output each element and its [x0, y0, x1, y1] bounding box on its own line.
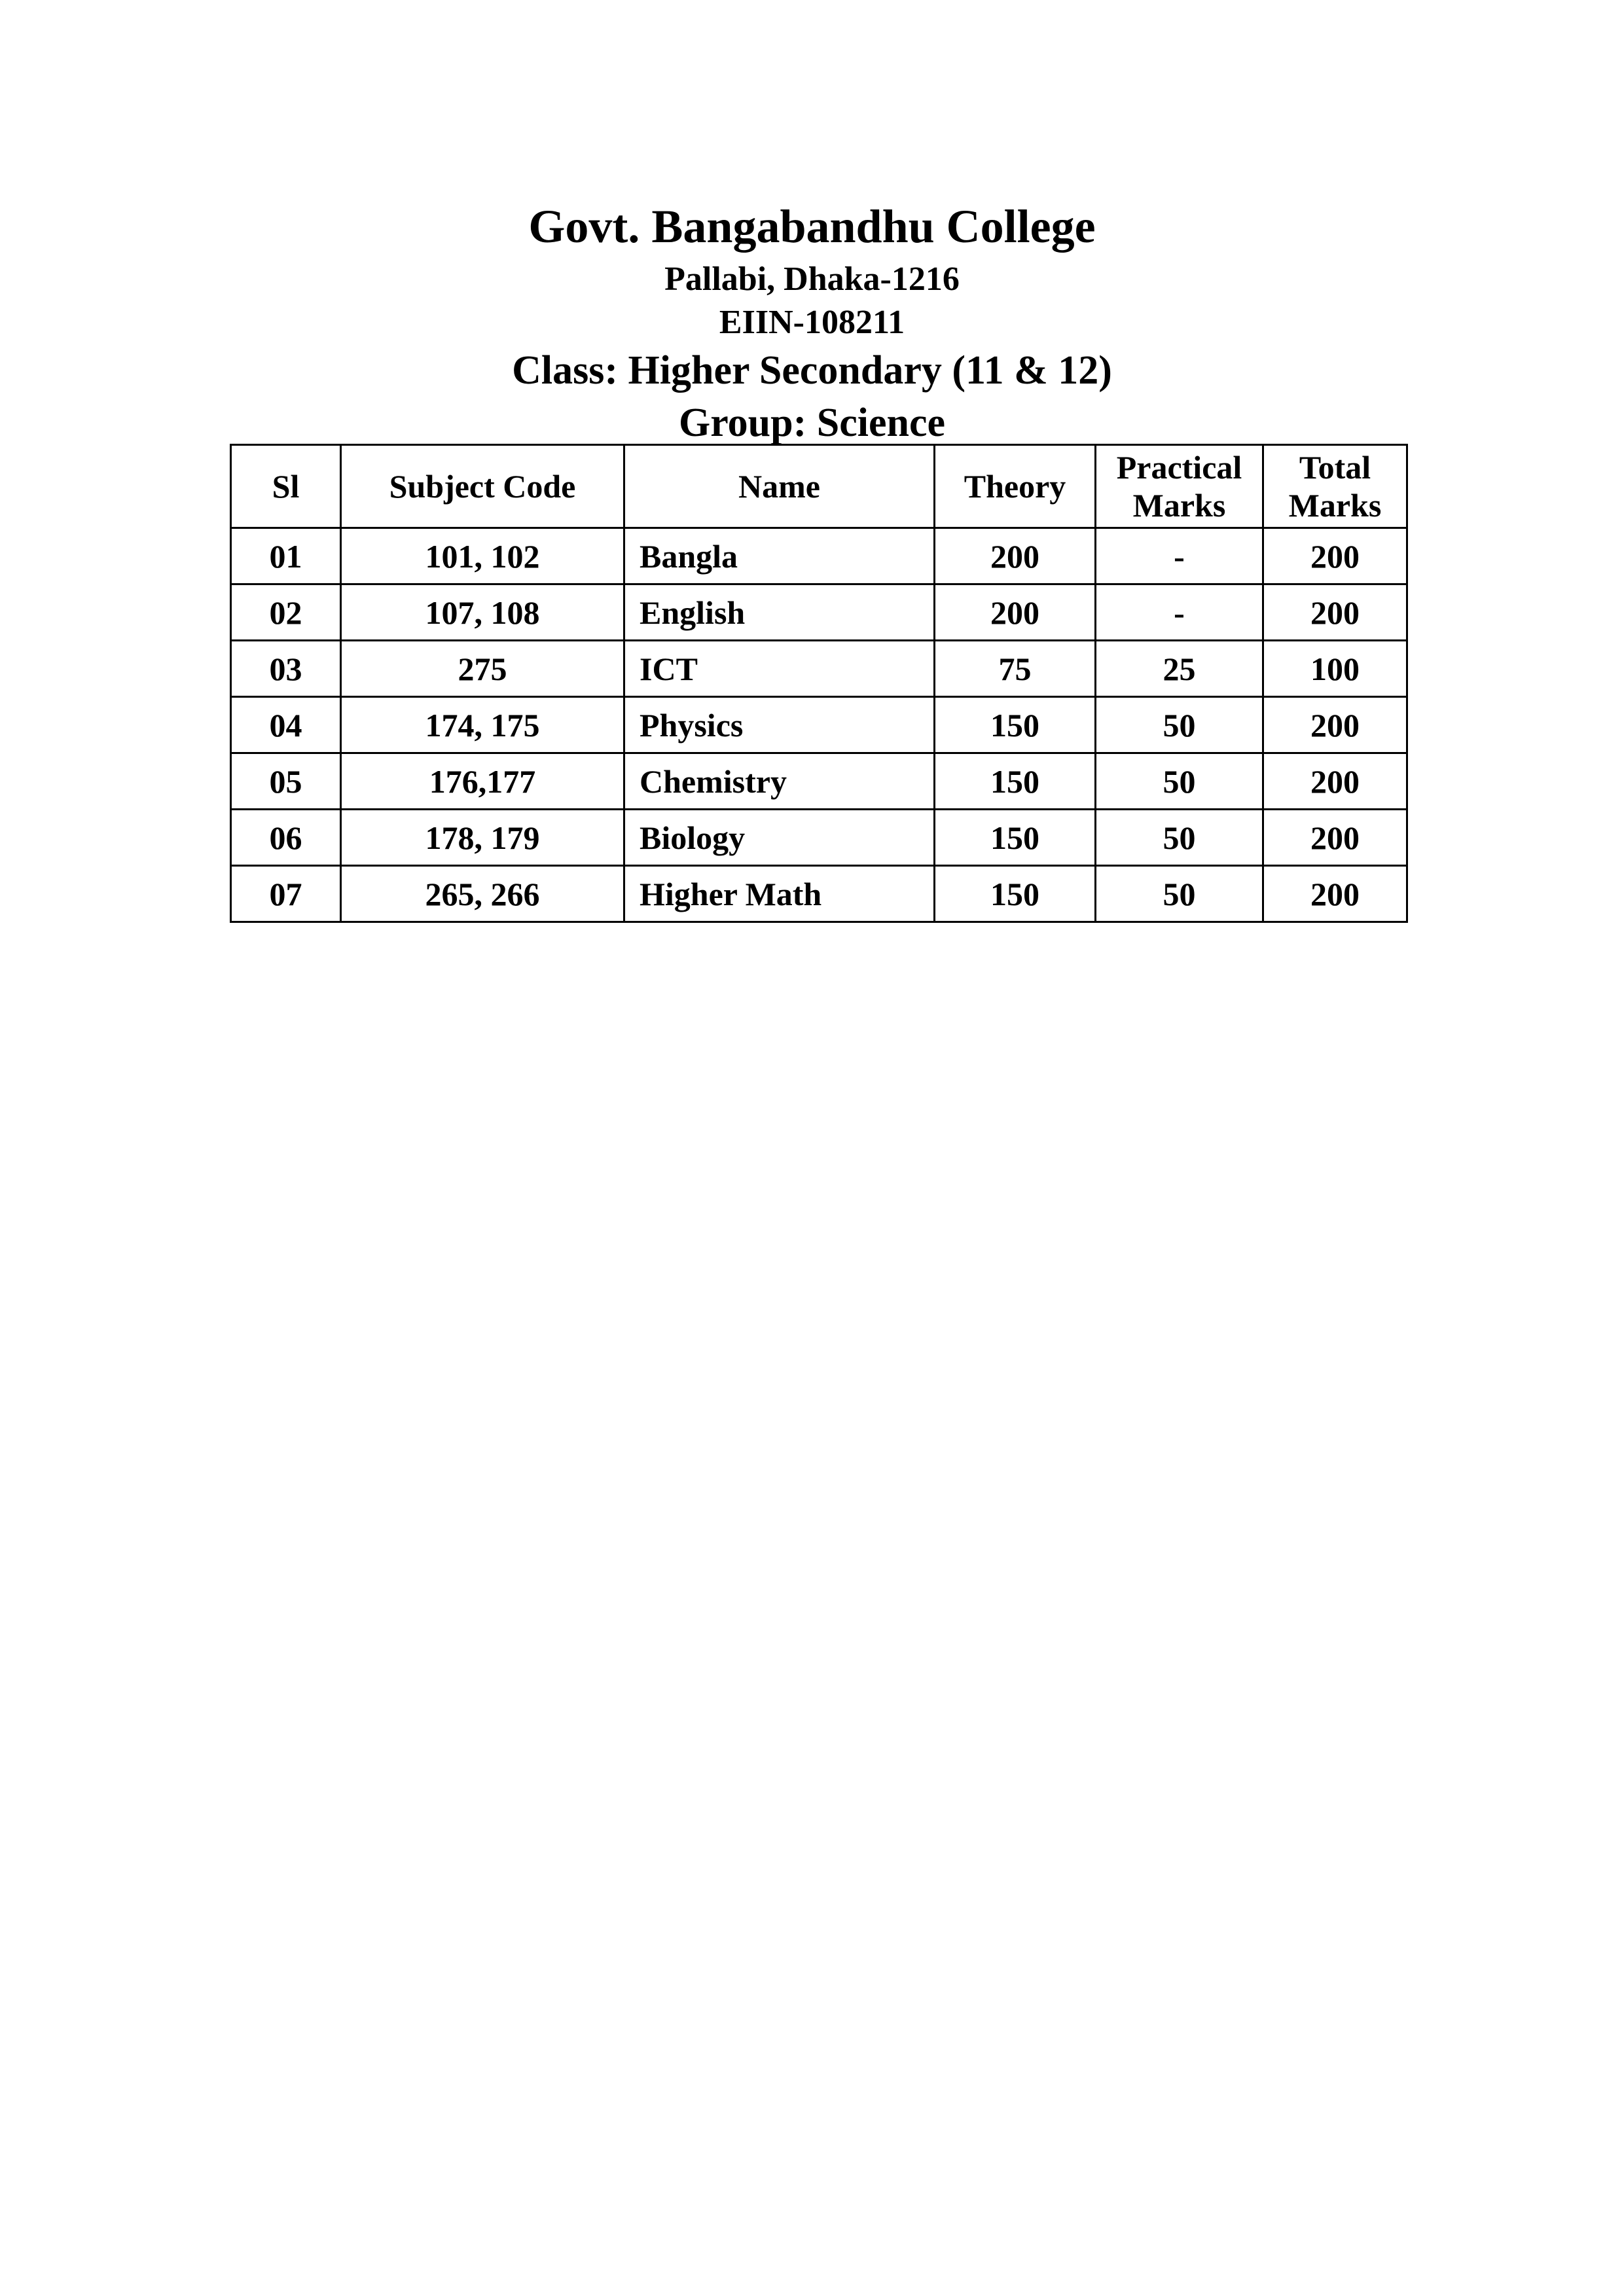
- cell-theory: 150: [935, 810, 1096, 866]
- cell-subject-code: 265, 266: [341, 866, 624, 922]
- cell-total: 200: [1263, 866, 1407, 922]
- cell-name: Biology: [624, 810, 935, 866]
- cell-sl: 04: [231, 697, 341, 753]
- cell-total: 200: [1263, 753, 1407, 810]
- cell-name: English: [624, 584, 935, 641]
- cell-total: 100: [1263, 641, 1407, 697]
- cell-total: 200: [1263, 810, 1407, 866]
- table-row: [231, 584, 1407, 641]
- cell-subject-code: 176,177: [341, 753, 624, 810]
- cell-practical: -: [1096, 528, 1263, 584]
- cell-theory: 150: [935, 866, 1096, 922]
- cell-theory: 150: [935, 697, 1096, 753]
- cell-theory: 200: [935, 584, 1096, 641]
- college-name: Govt. Bangabandhu College: [528, 200, 1096, 253]
- cell-sl: 06: [231, 810, 341, 866]
- cell-sl: 03: [231, 641, 341, 697]
- cell-subject-code: 174, 175: [341, 697, 624, 753]
- table-row: [231, 641, 1407, 697]
- cell-subject-code: 178, 179: [341, 810, 624, 866]
- table-row: [231, 528, 1407, 584]
- cell-sl: 07: [231, 866, 341, 922]
- cell-theory: 200: [935, 528, 1096, 584]
- column-header-name: Name: [624, 445, 935, 528]
- column-header-practical-marks: [1096, 445, 1263, 528]
- document-header: [0, 195, 1624, 449]
- cell-sl: 01: [231, 528, 341, 584]
- cell-sl: 02: [231, 584, 341, 641]
- cell-practical: 50: [1096, 697, 1263, 753]
- cell-practical: 50: [1096, 753, 1263, 810]
- column-header-sl: Sl: [231, 445, 341, 528]
- cell-total: 200: [1263, 584, 1407, 641]
- table-row: [231, 810, 1407, 866]
- cell-name: Bangla: [624, 528, 935, 584]
- cell-subject-code: 275: [341, 641, 624, 697]
- college-address: Pallabi, Dhaka-1216: [664, 260, 960, 298]
- cell-practical: -: [1096, 584, 1263, 641]
- column-header-subject-code: Subject Code: [341, 445, 624, 528]
- table-header-row: [231, 445, 1407, 528]
- cell-theory: 150: [935, 753, 1096, 810]
- column-header-total-marks: [1263, 445, 1407, 528]
- cell-sl: 05: [231, 753, 341, 810]
- cell-subject-code: 107, 108: [341, 584, 624, 641]
- cell-practical: 50: [1096, 810, 1263, 866]
- total-header-line2: Marks: [1288, 487, 1382, 524]
- total-header-line1: Total: [1299, 449, 1371, 486]
- cell-practical: 50: [1096, 866, 1263, 922]
- cell-theory: 75: [935, 641, 1096, 697]
- practical-header-line1: Practical: [1116, 449, 1242, 486]
- table-row: [231, 753, 1407, 810]
- eiin-number: EIIN-108211: [719, 304, 905, 341]
- column-header-theory: Theory: [935, 445, 1096, 528]
- cell-name: Physics: [624, 697, 935, 753]
- cell-total: 200: [1263, 697, 1407, 753]
- cell-total: 200: [1263, 528, 1407, 584]
- cell-name: Chemistry: [624, 753, 935, 810]
- cell-name: Higher Math: [624, 866, 935, 922]
- cell-practical: 25: [1096, 641, 1263, 697]
- group-label: Group: Science: [679, 401, 945, 445]
- cell-subject-code: 101, 102: [341, 528, 624, 584]
- cell-name: ICT: [624, 641, 935, 697]
- practical-header-line2: Marks: [1132, 487, 1226, 524]
- subject-marks-table: [230, 444, 1408, 923]
- table-row: [231, 697, 1407, 753]
- class-label: Class: Higher Secondary (11 & 12): [512, 348, 1112, 393]
- table-row: [231, 866, 1407, 922]
